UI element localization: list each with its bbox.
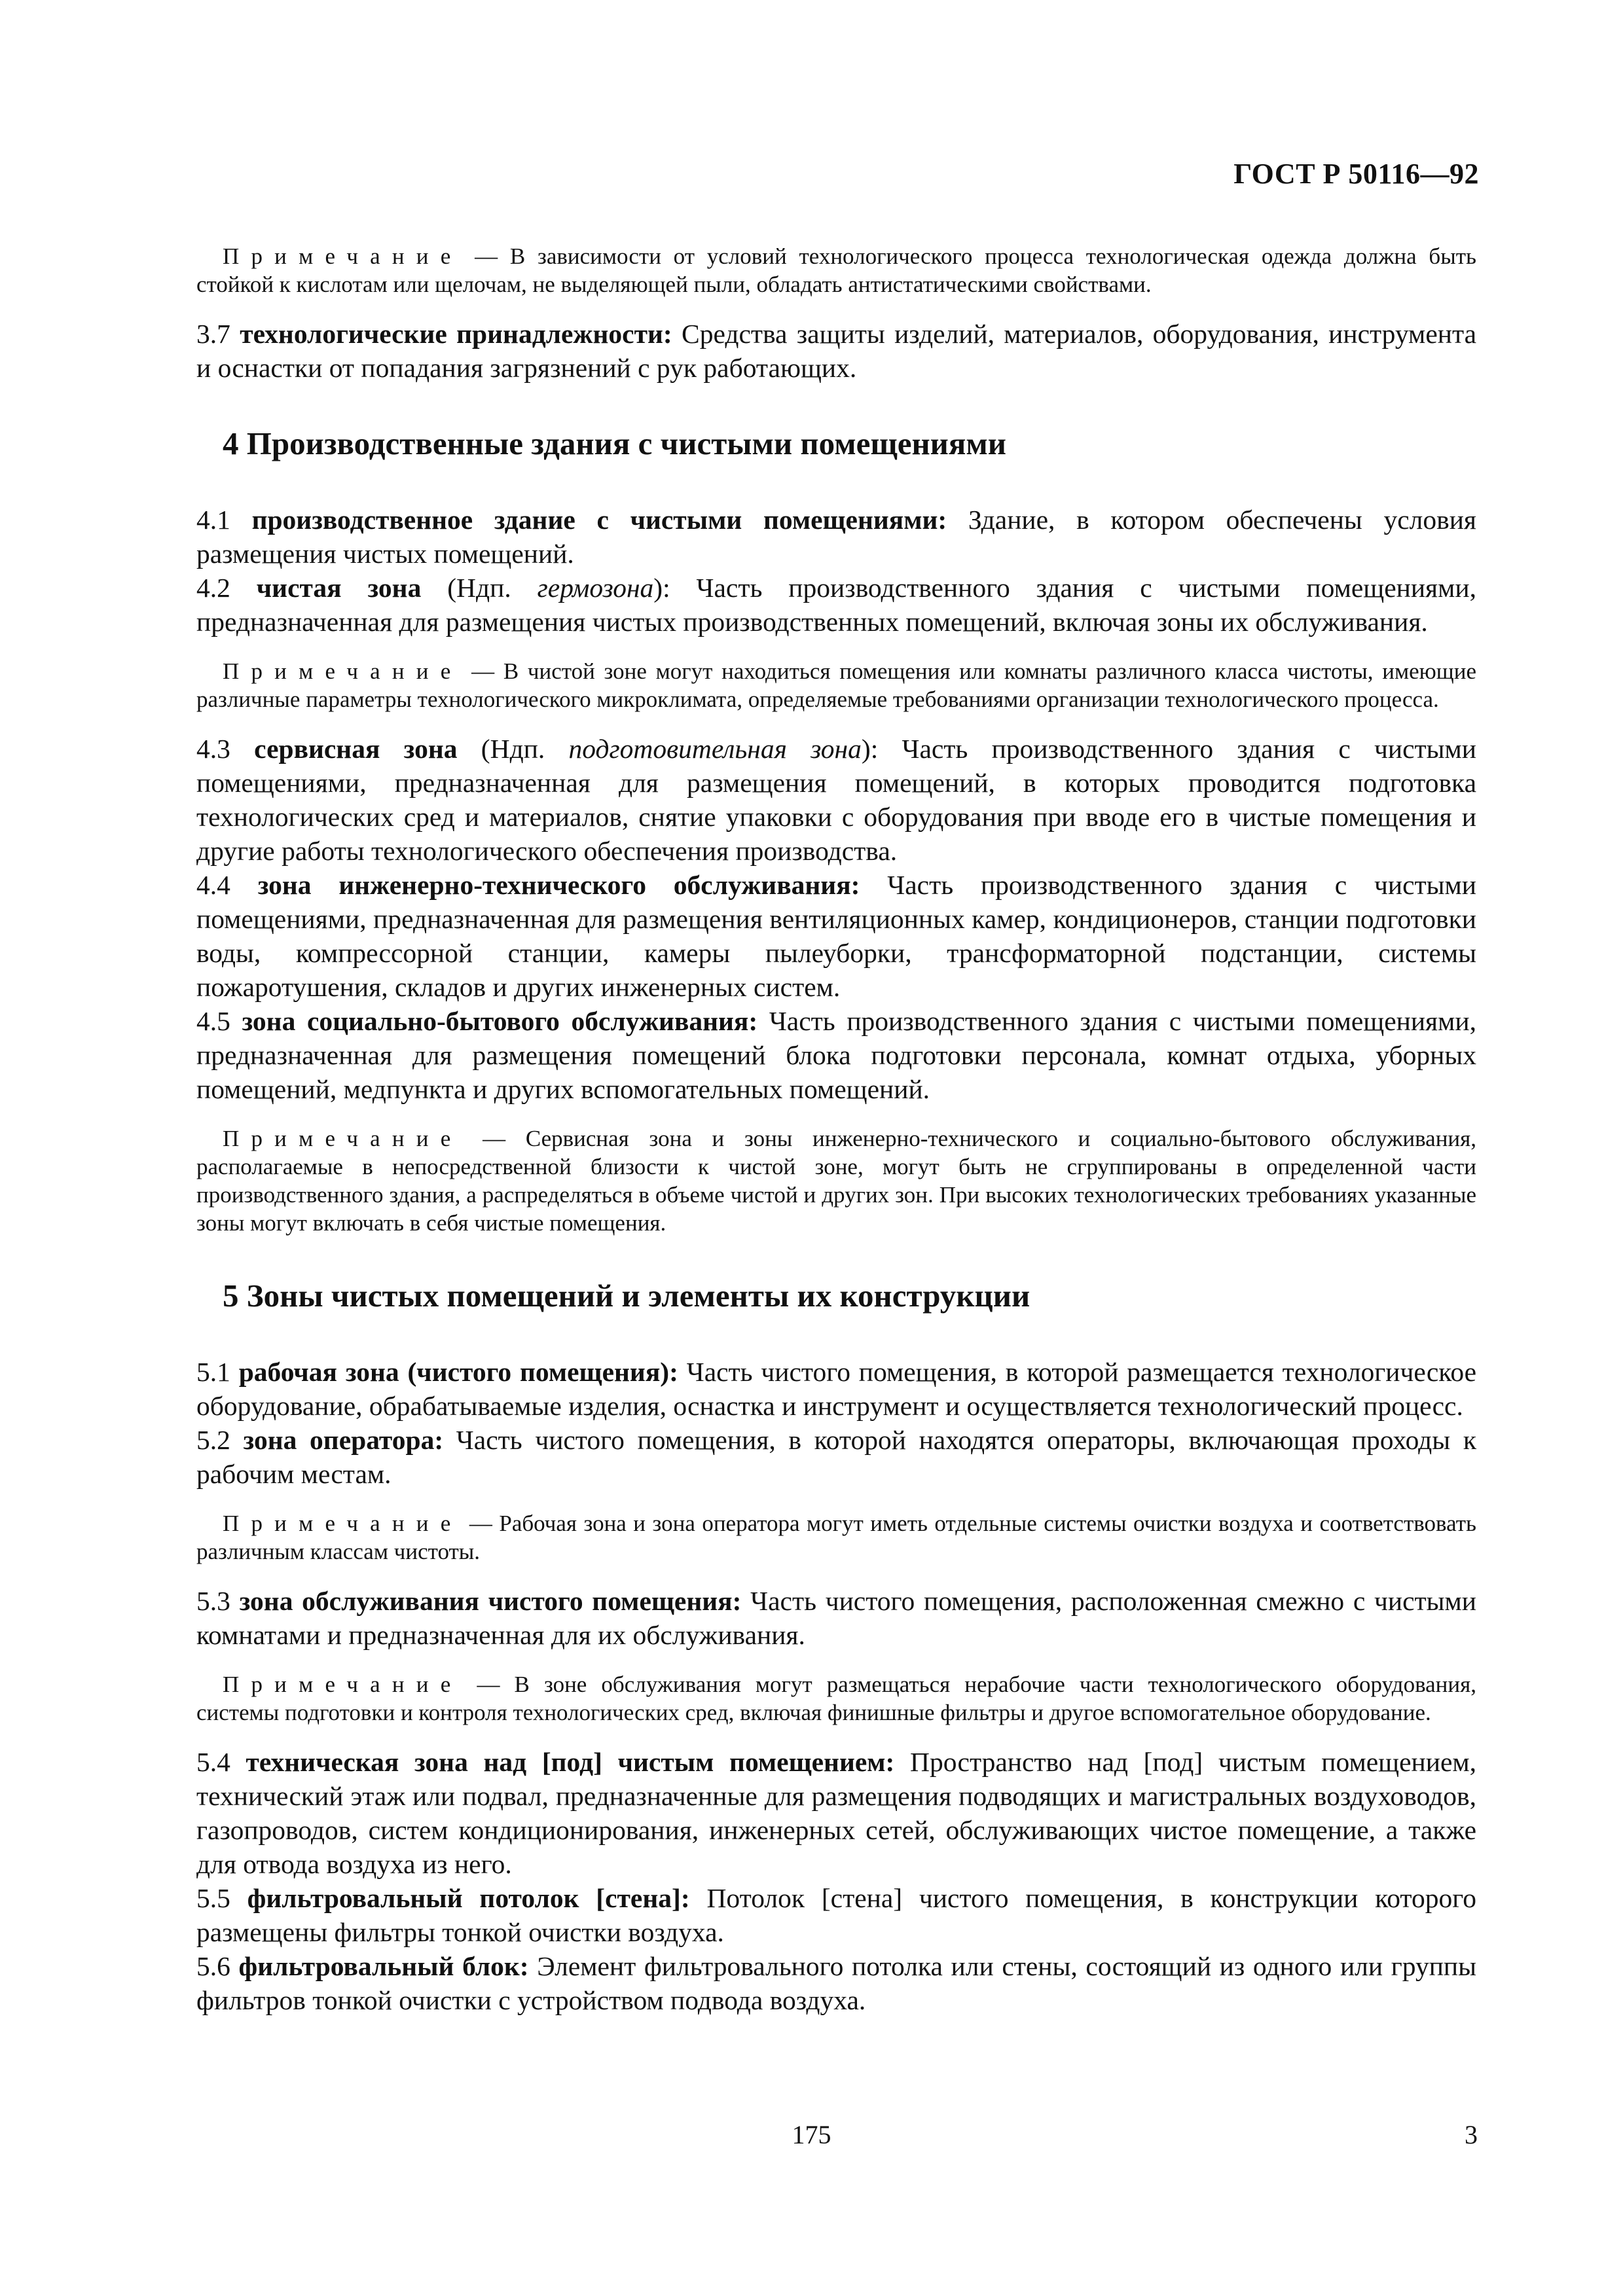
clause-number: 5.1 — [196, 1357, 239, 1387]
definition-text: Часть производственного здания с чистыми помещениями, предназначенная для размещения помещений блока подготовки персонала, комнат отдыха, уборных помещений, медпункта и других вспомогательных помещений. — [196, 1006, 1476, 1104]
clause-number: 5.5 — [196, 1883, 247, 1913]
definition-text: Потолок [стена] чистого помещения, в конструкции которого размещены фильтры тонкой очистки воздуха. — [196, 1883, 1476, 1947]
gost-code-header: ГОСТ Р 50116—92 — [1233, 158, 1479, 190]
definition-text: ): Часть производственного здания с чистыми помещениями, предназначенная для размещения чистых производственных помещений, включая зоны их обслуживания. — [196, 573, 1476, 637]
note-paragraph — [196, 1124, 1476, 1237]
note-text: — В зависимости от условий технологического процесса технологическая одежда должна быть стойкой к кислотам или щелочам, не выделяющей пыли, обладать антистатическими свойствами. — [196, 243, 1476, 297]
definition-text: Здание, в котором обеспечены условия размещения чистых помещений. — [196, 505, 1477, 569]
term-name: зона социально-бытового обслуживания: — [242, 1006, 758, 1036]
term-definition — [196, 1584, 1476, 1652]
deprecated-term: подготовительная зона — [568, 734, 862, 764]
definition-text: Средства защиты изделий, материалов, оборудования, инструмента и оснастки от попадания загрязнений с рук работающих. — [196, 319, 1477, 383]
note-text: — Рабочая зона и зона оператора могут иметь отдельные системы очистки воздуха и соответствовать различным классам чистоты. — [196, 1511, 1476, 1564]
deprecated-term: гермозона — [537, 573, 654, 603]
clause-number: 5.6 — [196, 1951, 239, 1981]
note-paragraph — [196, 657, 1476, 713]
definition-text: ): Часть производственного здания с чистыми помещениями, предназначенная для размещения помещений, в которых проводится подготовка технологических сред и материалов, снятие упаковки с оборудования при вводе его в чистые помещения и другие работы технологического обеспечения производства. — [196, 734, 1476, 866]
term-definition — [196, 571, 1476, 639]
term-definition — [196, 1745, 1476, 1881]
clause-number: 4.5 — [196, 1006, 242, 1036]
term-name: фильтровальный потолок [стена]: — [247, 1883, 690, 1913]
document-body — [196, 242, 1476, 2017]
clause-number: 4.3 — [196, 734, 255, 764]
page-number-center: 175 — [792, 2120, 831, 2149]
definition-text: Часть чистого помещения, в которой размещается технологическое оборудование, обрабатываемые изделия, оснастка и инструмент и осуществляется технологический процесс. — [196, 1357, 1476, 1421]
note-label: Примечание — [223, 243, 463, 269]
clause-number: 5.4 — [196, 1747, 246, 1777]
term-name: зона обслуживания чистого помещения: — [239, 1586, 742, 1616]
note-text: — Сервисная зона и зоны инженерно-технического и социально-бытового обслуживания, располагаемые в непосредственной близости к чистой зоне, могут быть не сгруппированы в определенной части производственного здания, а распределяться в объеме чистой и других зон. При высоких технологических требованиях указанные зоны могут включать в себя чистые помещения. — [196, 1126, 1476, 1236]
deprecated-prefix: (Ндп. — [457, 734, 569, 764]
clause-number: 4.2 — [196, 573, 257, 603]
term-name: техническая зона над [под] чистым помещением: — [246, 1747, 895, 1777]
note-paragraph — [196, 1670, 1476, 1727]
clause-number: 5.2 — [196, 1425, 244, 1455]
section-heading-4: 4 Производственные здания с чистыми помещениями — [223, 425, 1007, 461]
definition-text: Часть производственного здания с чистыми помещениями, предназначенная для размещения вентиляционных камер, кондиционеров, станции подготовки воды, компрессорной станции, камеры пылеуборки, трансформаторной подстанции, системы пожаротушения, складов и других инженерных систем. — [196, 870, 1476, 1002]
clause-number: 3.7 — [196, 319, 240, 349]
term-name: фильтровальный блок: — [238, 1951, 529, 1981]
term-definition — [196, 1423, 1476, 1491]
term-name: технологические принадлежности: — [240, 319, 672, 349]
note-label: Примечание — [223, 1511, 463, 1536]
definition-text: Часть чистого помещения, в которой находятся операторы, включающая проходы к рабочим местам. — [196, 1425, 1476, 1489]
deprecated-prefix: (Ндп. — [421, 573, 538, 603]
note-text: — В зоне обслуживания могут размещаться нерабочие части технологического оборудования, системы подготовки и контроля технологических сред, включая финишные фильтры и другое вспомогательное оборудование. — [196, 1672, 1476, 1725]
term-name: сервисная зона — [254, 734, 458, 764]
definition-text: Часть чистого помещения, расположенная смежно с чистыми комнатами и предназначенная для их обслуживания. — [196, 1586, 1477, 1650]
note-paragraph — [196, 1509, 1476, 1566]
definition-text: Элемент фильтровального потолка или стены, состоящий из одного или группы фильтров тонкой очистки с устройством подвода воздуха. — [196, 1951, 1477, 2015]
term-name: рабочая зона (чистого помещения): — [238, 1357, 678, 1387]
term-definition — [196, 503, 1476, 571]
clause-number: 4.1 — [196, 505, 252, 535]
term-definition — [196, 1355, 1476, 1423]
term-definition — [196, 1881, 1476, 1949]
term-definition — [196, 317, 1476, 385]
term-definition — [196, 1004, 1476, 1106]
section-heading-5: 5 Зоны чистых помещений и элементы их конструкции — [223, 1278, 1030, 1314]
clause-number: 4.4 — [196, 870, 258, 900]
note-label: Примечание — [223, 658, 463, 684]
note-text: — В чистой зоне могут находиться помещения или комнаты различного класса чистоты, имеющие различные параметры технологического микроклимата, определяемые требованиями организации технологического процесса. — [196, 658, 1476, 712]
term-name: чистая зона — [256, 573, 422, 603]
term-name: зона инженерно-технического обслуживания: — [257, 870, 860, 900]
term-definition — [196, 732, 1476, 868]
term-definition — [196, 1949, 1476, 2017]
clause-number: 5.3 — [196, 1586, 240, 1616]
term-definition — [196, 868, 1476, 1004]
term-name: производственное здание с чистыми помещениями: — [251, 505, 947, 535]
note-paragraph — [196, 242, 1476, 298]
definition-text: Пространство над [под] чистым помещением, технический этаж или подвал, предназначенные для размещения подводящих и магистральных воздуховодов, газопроводов, систем кондиционирования, инженерных сетей, обслуживающих чистое помещение, а также для отвода воздуха из него. — [196, 1747, 1477, 1879]
note-label: Примечание — [223, 1672, 463, 1697]
note-label: Примечание — [223, 1126, 463, 1151]
term-name: зона оператора: — [243, 1425, 444, 1455]
page-number-right: 3 — [1465, 2120, 1478, 2149]
